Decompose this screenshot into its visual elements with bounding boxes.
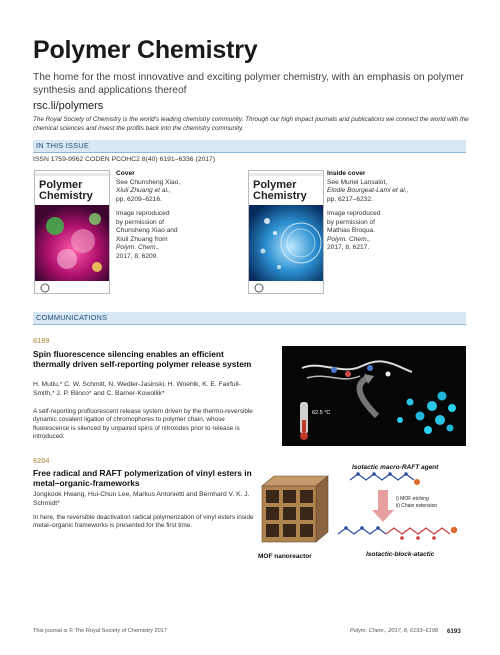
outside-cover-credit-3: Chunsheng Xiao and (116, 227, 178, 234)
inside-cover-credit-1: Image reproduced (327, 210, 381, 217)
outside-cover-heading: Cover (116, 170, 135, 177)
outside-cover-credit-5: Polym. Chem., (116, 244, 160, 251)
inside-cover-image[interactable] (248, 170, 324, 294)
issn-line: ISSN 1759-9962 CODEN PCOHC2 8(40) 6191–6336 (2017) (33, 156, 216, 163)
section-rule (33, 152, 466, 153)
outside-cover-text (116, 170, 206, 261)
footer-page-number: 6193 (447, 628, 461, 635)
inside-cover-word-1: Polymer (253, 179, 297, 191)
outside-cover-see: See Chunsheng Xiao, (116, 178, 181, 186)
article-page-number: 6204 (33, 456, 50, 465)
inside-cover-credit-4: Polym. Chem., (327, 235, 371, 243)
step-etching-label: i) MOF etching (396, 496, 429, 502)
macro-raft-label: Isotactic macro-RAFT agent (352, 464, 439, 471)
inside-cover-credit-2: by permission of (327, 218, 376, 226)
outside-cover-credit-2: by permission of (116, 218, 165, 226)
footer-copyright: This journal is © The Royal Society of Chemistry 2017 (33, 628, 167, 634)
section-rule (33, 324, 466, 325)
journal-link[interactable]: rsc.li/polymers (33, 100, 104, 112)
inside-cover-see: See Muriel Lansalot, (327, 178, 388, 186)
section-in-this-issue: IN THIS ISSUE (33, 140, 466, 152)
cover-word-1: Polymer (39, 179, 83, 191)
step-extension-label: ii) Chain extension (396, 503, 438, 509)
article-title[interactable]: Spin fluorescence silencing enables an efficient thermally driven self-reporting polymer release system (33, 349, 252, 370)
journal-tagline: The home for the most innovative and exciting polymer chemistry, with an emphasis on polymer synthesis and applications thereof (33, 72, 464, 96)
inside-cover-text (327, 170, 437, 253)
cover-word-2: Chemistry (39, 190, 93, 202)
rsc-note: The Royal Society of Chemistry is the world's leading chemistry community. Through our high impact journals and publications we connect the world with the chemical sciences and invest the profits back into the chemistry community. (33, 116, 469, 132)
mof-nanoreactor-label: MOF nanoreactor (258, 553, 312, 560)
article-page-number: 6199 (33, 336, 50, 345)
outside-cover-credit-6: 2017, 8, 6209. (116, 252, 159, 260)
inside-cover-authors: Elodie Bourgeat-Lami et al., (327, 187, 409, 194)
section-communications: COMMUNICATIONS (33, 312, 466, 324)
outside-cover-credit-1: Image reproduced (116, 210, 170, 217)
inside-cover-credit-5: 2017, 8, 6217. (327, 244, 370, 251)
inside-cover-pages: pp. 6217–6232. (327, 195, 373, 203)
journal-title: Polymer Chemistry (33, 36, 258, 64)
outside-cover-credit-4: Xiuli Zhuang from (116, 235, 168, 243)
inside-cover-heading: Inside cover (327, 170, 366, 177)
outside-cover-image[interactable] (34, 170, 110, 294)
article-graphic-1[interactable] (282, 346, 466, 446)
article-authors: Jongkook Hwang, Hui-Chun Lee, Markus Antonietti and Bernhard V. K. J. Schmidt* (33, 491, 250, 507)
outside-cover-authors: Xiuli Zhuang et al., (116, 187, 171, 194)
article-abstract: In here, the reversible deactivation radical polymerization of vinyl esters inside metal–organic frameworks is presented for the first time. (33, 514, 254, 530)
block-atactic-label: Isotactic-block-atactic (366, 551, 435, 558)
article-abstract: A self-reporting profluorescent release system driven by the thermo-reversible dynamic covalent ligation of chromophores to polymer chain, whose fluorescence is silenced by unpaired spins of nitroxides prior to release is introduced. (33, 408, 253, 441)
inside-cover-credit-3: Mathias Broqua. (327, 227, 376, 234)
outside-cover-pages: pp. 6209–6216. (116, 195, 162, 203)
article-title[interactable]: Free radical and RAFT polymerization of vinyl esters in metal–organic-frameworks (33, 468, 252, 489)
footer-citation: Polym. Chem., 2017, 8, 6193–6198 (350, 628, 439, 634)
article-authors: H. Mutlu,* C. W. Schmitt, N. Wedler-Jasinski, H. Woehlk, K. E. Fairfull-Smith,* J. P. Blinco* and C. Barner-Kowollik* (33, 381, 241, 397)
article-graphic-2[interactable] (254, 460, 466, 568)
figure-temperature-label: 62.5 °C (312, 410, 331, 416)
inside-cover-word-2: Chemistry (253, 190, 307, 202)
